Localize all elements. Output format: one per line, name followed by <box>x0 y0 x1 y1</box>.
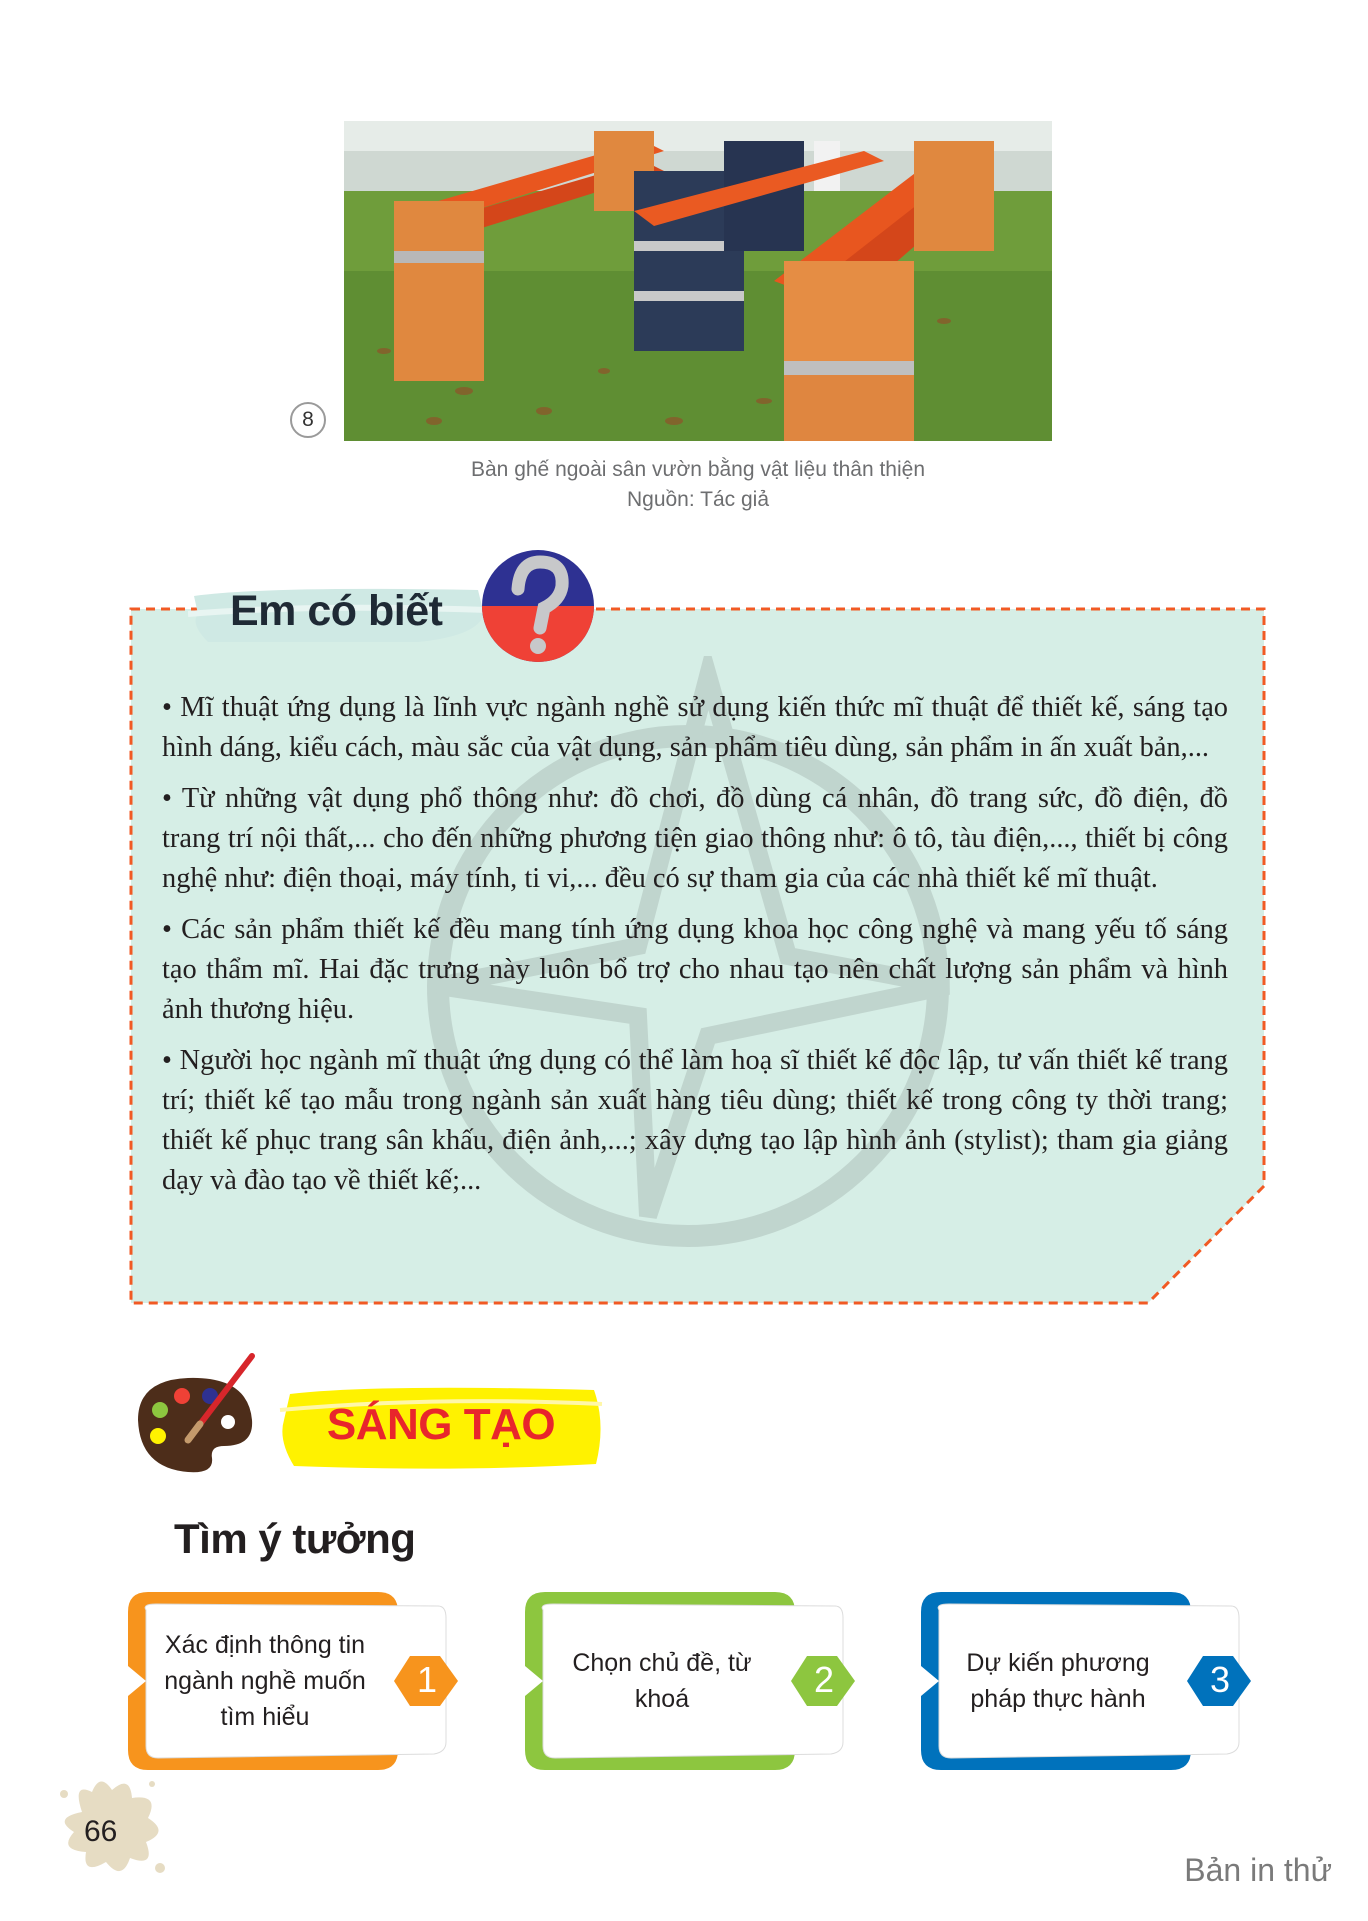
know-paragraph: • Từ những vật dụng phổ thông như: đồ chơi, đồ dùng cá nhân, đồ trang sức, đồ điện, đồ trang trí nội thất,... cho đến những phương tiện giao thông như: ô tô, tàu điện,..., thiết bị công nghệ như: điện thoại, máy tính, ti vi,... đều có sự tham gia của các nhà thiết kế mĩ thuật. <box>162 783 1228 894</box>
page-number: 66 <box>84 1815 118 1848</box>
did-you-know-box <box>128 606 1267 1306</box>
know-paragraph: • Mĩ thuật ứng dụng là lĩnh vực ngành nghề sử dụng kiến thức mĩ thuật để thiết kế, sáng tạo hình dáng, kiểu cách, màu sắc của vật dụng, sản phẩm tiêu dùng, sản phẩm in ấn xuất bản,... <box>162 692 1228 763</box>
question-mark-icon <box>478 544 600 668</box>
step-1-text: Xác định thông tin ngành nghề muốn tìm hiểu <box>164 1631 366 1731</box>
step-3-number: 3 <box>1209 1659 1231 1700</box>
step-1-number: 1 <box>416 1659 438 1700</box>
step-card-1 <box>128 1592 462 1770</box>
figure-caption <box>344 455 1052 515</box>
step-3-text: Dự kiến phương pháp thực hành <box>966 1649 1150 1713</box>
step-card-3 <box>921 1592 1255 1770</box>
print-proof-note: Bản in thử <box>1184 1852 1332 1888</box>
caption-title: Bàn ghế ngoài sân vườn bằng vật liệu thân thiện <box>471 458 925 481</box>
step-card-2 <box>525 1592 859 1770</box>
did-you-know-title: Em có biết <box>230 587 443 635</box>
figure-number-badge: 8 <box>290 402 326 438</box>
know-paragraph: • Người học ngành mĩ thuật ứng dụng có thể làm hoạ sĩ thiết kế độc lập, tư vấn thiết kế trang trí; thiết kế tạo mẫu trong ngành sản xuất hàng tiêu dùng; thiết kế trong công ty thời trang; thiết kế phục trang sân khấu, điện ảnh,...; xây dựng tạo lập hình ảnh (stylist); tham gia giảng dạy và đào tạo về thiết kế;... <box>162 1045 1228 1196</box>
paint-palette-icon <box>128 1350 260 1474</box>
know-paragraph: • Các sản phẩm thiết kế đều mang tính ứng dụng khoa học công nghệ và mang yếu tố sáng tạo thẩm mĩ. Hai đặc trưng này luôn bổ trợ cho nhau tạo nên chất lượng sản phẩm và hình ảnh thương hiệu. <box>162 914 1228 1025</box>
creative-banner-label: SÁNG TẠO <box>326 1400 556 1449</box>
garden-furniture-photo <box>344 121 1052 441</box>
step-2-text: Chọn chủ đề, từ khoá <box>572 1649 752 1713</box>
photo-illustration <box>344 121 1052 441</box>
find-ideas-heading: Tìm ý tưởng <box>174 1515 416 1562</box>
caption-source: Nguồn: Tác giả <box>626 488 770 511</box>
step-2-number: 2 <box>813 1659 835 1700</box>
did-you-know-content <box>162 688 1228 1212</box>
